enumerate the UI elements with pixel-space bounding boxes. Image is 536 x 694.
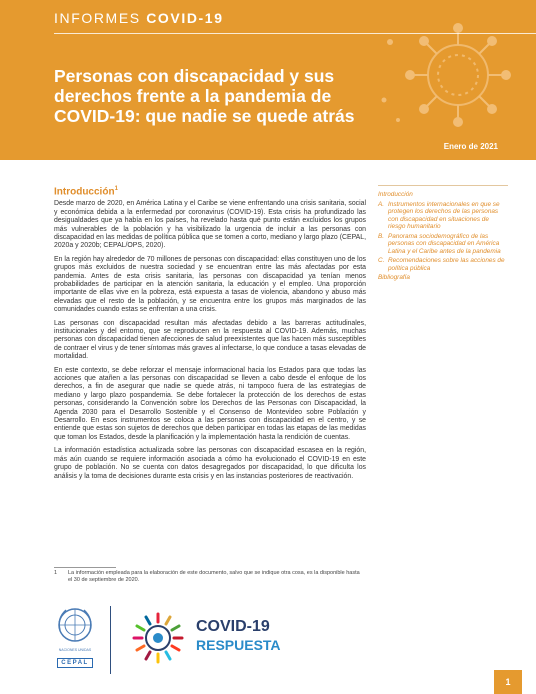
footnote-ref[interactable]: 1 (114, 186, 118, 192)
covid-wordmark-line1: COVID-19 (196, 618, 270, 635)
toc-letter: A. (378, 200, 385, 208)
logo-divider (110, 606, 111, 674)
covid-wordmark-line2: RESPUESTA (196, 637, 281, 653)
series-name: COVID-19 (146, 10, 224, 26)
paragraph: La información estadística actualizada sobre las personas con discapacidad escasea en la región, más aún cuando se requiere información asociada a cómo ha evolucionado el COVID-19 en este grupo de población. No se cuenta con datos desagregados por discapacidad, lo que dificulta los análisis y la toma de decisiones durante esta crisis y en las instancias posteriores de reactivación. (54, 447, 366, 480)
un-caption: NACIONES UNIDAS (58, 648, 92, 652)
coronavirus-graphic (376, 20, 516, 130)
toc-letter: C. (378, 257, 385, 264)
footnote-text: La información empleada para la elaboración de este documento, salvo que se indique otra cosa, es la disponible hasta el 30 de septiembre de 2020. (68, 570, 360, 583)
toc-item-c[interactable] (378, 257, 508, 272)
toc-item-a[interactable] (378, 201, 508, 231)
toc-divider (378, 185, 508, 186)
covid-response-wordmark (196, 618, 281, 654)
toc-text: Instrumentos internacionales en que se protegen los derechos de las personas con discapacidad en situaciones de riesgo humanitario (388, 200, 500, 230)
table-of-contents (378, 185, 508, 284)
toc-item-bibliography[interactable]: Bibliografía (378, 274, 410, 281)
toc-item-introduction[interactable]: Introducción (378, 191, 413, 198)
publication-date: Enero de 2021 (443, 142, 498, 151)
footnote-number: 1 (54, 570, 58, 576)
section-title-text: Introducción (54, 186, 115, 198)
covid-response-icon (130, 610, 186, 666)
series-label (54, 10, 224, 26)
page-number: 1 (494, 670, 522, 694)
footnote-divider (54, 567, 116, 568)
series-divider (54, 33, 536, 34)
cepal-logo: CEPAL (57, 658, 93, 668)
series-prefix: INFORMES (54, 10, 141, 26)
paragraph: Desde marzo de 2020, en América Latina y el Caribe se viene enfrentando una crisis sanitaria, social y económica debida a la enfermedad por coronavirus (COVID-19). Esta crisis ha profundizado las desigualdades que ya había en los países, ha revelado hasta qué punto están excluidos los grupos más vulnerables de la población y ha visibilizado la urgencia de incluir a las personas con discapacidad en las medidas de política pública que se tomen a corto, mediano y largo plazo (CEPAL, 2020a y 2020b; CEPAL/OPS, 2020). (54, 200, 366, 250)
header-banner (0, 0, 536, 160)
toc-text: Panorama sociodemográfico de las personas con discapacidad en América Latina y el Caribe antes de la pandemia (388, 232, 501, 255)
un-emblem-icon (54, 604, 96, 646)
paragraph: Las personas con discapacidad resultan más afectadas debido a las barreras actitudinales, institucionales y del entorno, que se reproducen en la respuesta al COVID-19. Además, muchas personas con discapacidad tienen afecciones de salud preexistentes que las hacen más susceptibles de contraer el virus y de tener síntomas más graves al infectarse, lo que conduce a tasas elevadas de mortalidad. (54, 319, 366, 361)
paragraph: En la región hay alrededor de 70 millones de personas con discapacidad: ellas constituyen uno de los grupos más excluidos de nuestra sociedad y se encuentran entre las más afectadas por esta pandemia. Antes de esta crisis sanitaria, las personas con discapacidad ya tenían menos probabilidades de participar en la atención sanitaria, la educación y el empleo. Una proporción importante de ellas vive en la pobreza, está expuesta a tasas de violencia, abandono y abuso más elevadas que el resto de la población, y se encuentra entre los grupos más marginados de las comunidades cuando estas se enfrentan a una crisis. (54, 255, 366, 314)
toc-text: Recomendaciones sobre las acciones de política pública (388, 257, 505, 272)
main-column (54, 186, 366, 486)
section-title (54, 186, 366, 197)
footnote (54, 570, 364, 583)
logos-footer (54, 604, 474, 674)
document-title: Personas con discapacidad y sus derechos frente a la pandemia de COVID-19: que nadie se quede atrás (54, 66, 355, 126)
paragraph: En este contexto, se debe reforzar el mensaje informacional hacia los Estados para que todas las acciones que atañen a las personas con discapacidad se lleven a cabo desde el enfoque de los derechos, a fin de asegurar que nadie se quede atrás, ni tampoco fuera de las estrategias de mediano y largo plazo pospandemia. Se debe fortalecer la protección de los derechos de estas personas, considerando la Convención sobre los Derechos de las Personas con Discapacidad, la Agenda 2030 para el Desarrollo Sostenible y el Consenso de Montevideo sobre Población y Desarrollo. En esos instrumentos se coloca a las personas con discapacidad en el centro, y se entiende que estas son sujetos de derechos que deben participar en todas las etapas de las medidas que toman los Estados, desde la planificación y la implementación hasta la rendición de cuentas. (54, 366, 366, 441)
toc-item-b[interactable] (378, 233, 508, 256)
toc-letter: B. (378, 232, 385, 240)
